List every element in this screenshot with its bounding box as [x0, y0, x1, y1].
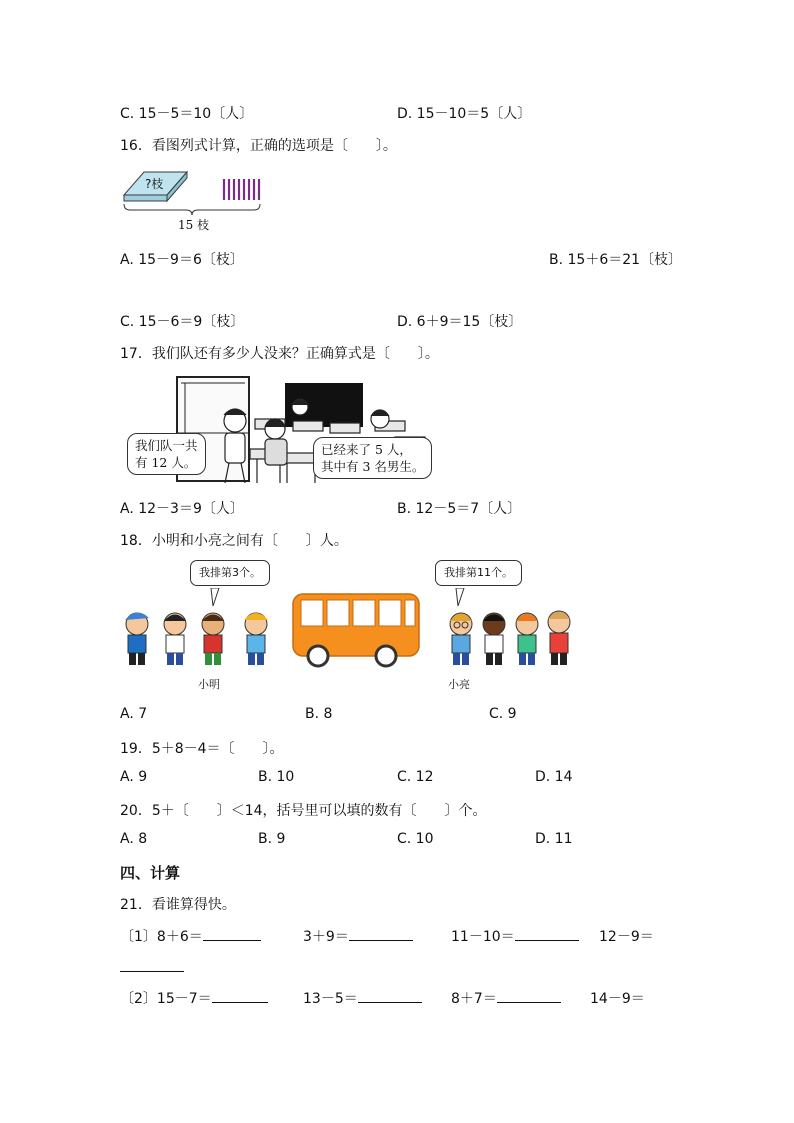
equation-text: 13－5＝	[303, 991, 358, 1007]
answer-blank[interactable]	[212, 988, 268, 1003]
q19-stem: 19．5＋8－4＝〔 〕。	[120, 741, 284, 757]
q18-option-b: B. 8	[305, 706, 333, 722]
q15-option-c: C. 15－5＝10〔人〕	[120, 106, 254, 122]
answer-blank[interactable]	[203, 926, 261, 941]
kid-6	[483, 613, 505, 665]
section-heading: 四、计算	[120, 864, 181, 882]
q21-row2-item2	[303, 988, 422, 1008]
bubble-line: 我们队一共	[135, 438, 198, 453]
bubble-line: 其中有 3 名男生。	[321, 459, 425, 474]
equation-text: 12－9＝	[599, 929, 654, 945]
speech-bubble-arrived	[313, 437, 432, 479]
q21-row1-item1	[120, 926, 261, 946]
bubble-text: 我排第3个。	[199, 566, 261, 579]
q20-stem: 20．5＋〔 〕＜14，括号里可以填的数有〔 〕个。	[120, 803, 487, 819]
q20-option-d: D. 11	[535, 831, 573, 847]
kid-5	[450, 613, 472, 665]
q19-option-b: B. 10	[258, 769, 295, 785]
q19-option-d: D. 14	[535, 769, 573, 785]
q16-option-c: C. 15－6＝9〔枝〕	[120, 314, 245, 330]
q18-option-c: C. 9	[489, 706, 517, 722]
answer-blank[interactable]	[515, 926, 579, 941]
q16-box-label: ?枝	[145, 177, 164, 191]
q19-option-a: A. 9	[120, 769, 148, 785]
label-xiaoliang: 小亮	[448, 678, 470, 691]
q17-option-a: A. 12－3＝9〔人〕	[120, 501, 244, 517]
q16-option-b: B. 15＋6＝21〔枝〕	[549, 252, 683, 268]
answer-blank[interactable]	[497, 988, 561, 1003]
kid-1	[125, 612, 149, 665]
q16-total-label: 15 枝	[178, 218, 210, 232]
q16-stem: 16．看图列式计算，正确的选项是〔 〕。	[120, 138, 397, 154]
kid-2	[164, 613, 186, 665]
q17-option-b: B. 12－5＝7〔人〕	[397, 501, 522, 517]
q18-stem: 18．小明和小亮之间有〔 〕人。	[120, 533, 348, 549]
kid-3	[202, 613, 224, 665]
kid-4	[244, 613, 268, 665]
q21-row2-item4	[590, 988, 645, 1008]
q21-row2-item3	[451, 988, 561, 1008]
equation-text: 8＋7＝	[451, 991, 497, 1007]
answer-blank[interactable]	[358, 988, 422, 1003]
q21-row2-item1	[120, 988, 268, 1008]
equation-text: 11－10＝	[451, 929, 515, 945]
speech-bubble-team-total	[127, 433, 206, 475]
equation-text: 3＋9＝	[303, 929, 349, 945]
q19-option-c: C. 12	[397, 769, 434, 785]
q16-option-a: A. 15－9＝6〔枝〕	[120, 252, 244, 268]
answer-blank[interactable]	[120, 957, 184, 972]
q21-row1-item3	[451, 926, 579, 946]
q16-option-d: D. 6＋9＝15〔枝〕	[397, 314, 523, 330]
bubble-text: 我排第11个。	[444, 566, 513, 579]
bus-icon	[293, 594, 419, 666]
label-xiaoming: 小明	[198, 678, 220, 691]
speech-bubble-xiaoming	[190, 560, 270, 586]
kid-7	[516, 613, 538, 665]
q20-option-a: A. 8	[120, 831, 148, 847]
q21-row1-item4	[599, 926, 654, 946]
bubble-line: 有 12 人。	[135, 455, 197, 470]
speech-bubble-xiaoliang	[435, 560, 522, 586]
q21-stem: 21．看谁算得快。	[120, 897, 236, 913]
equation-text: 〔2〕15－7＝	[120, 991, 212, 1007]
equation-text: 14－9＝	[590, 991, 645, 1007]
queue-illustration	[115, 588, 585, 672]
q17-stem: 17．我们队还有多少人没来？正确算式是〔 〕。	[120, 346, 439, 362]
q20-option-c: C. 10	[397, 831, 434, 847]
kid-8	[548, 611, 570, 665]
answer-blank[interactable]	[349, 926, 413, 941]
q21-row1-item2	[303, 926, 413, 946]
q20-option-b: B. 9	[258, 831, 286, 847]
q18-option-a: A. 7	[120, 706, 148, 722]
q15-option-d: D. 15－10＝5〔人〕	[397, 106, 532, 122]
equation-text: 〔1〕8＋6＝	[120, 929, 203, 945]
bubble-line: 已经来了 5 人，	[321, 442, 412, 457]
